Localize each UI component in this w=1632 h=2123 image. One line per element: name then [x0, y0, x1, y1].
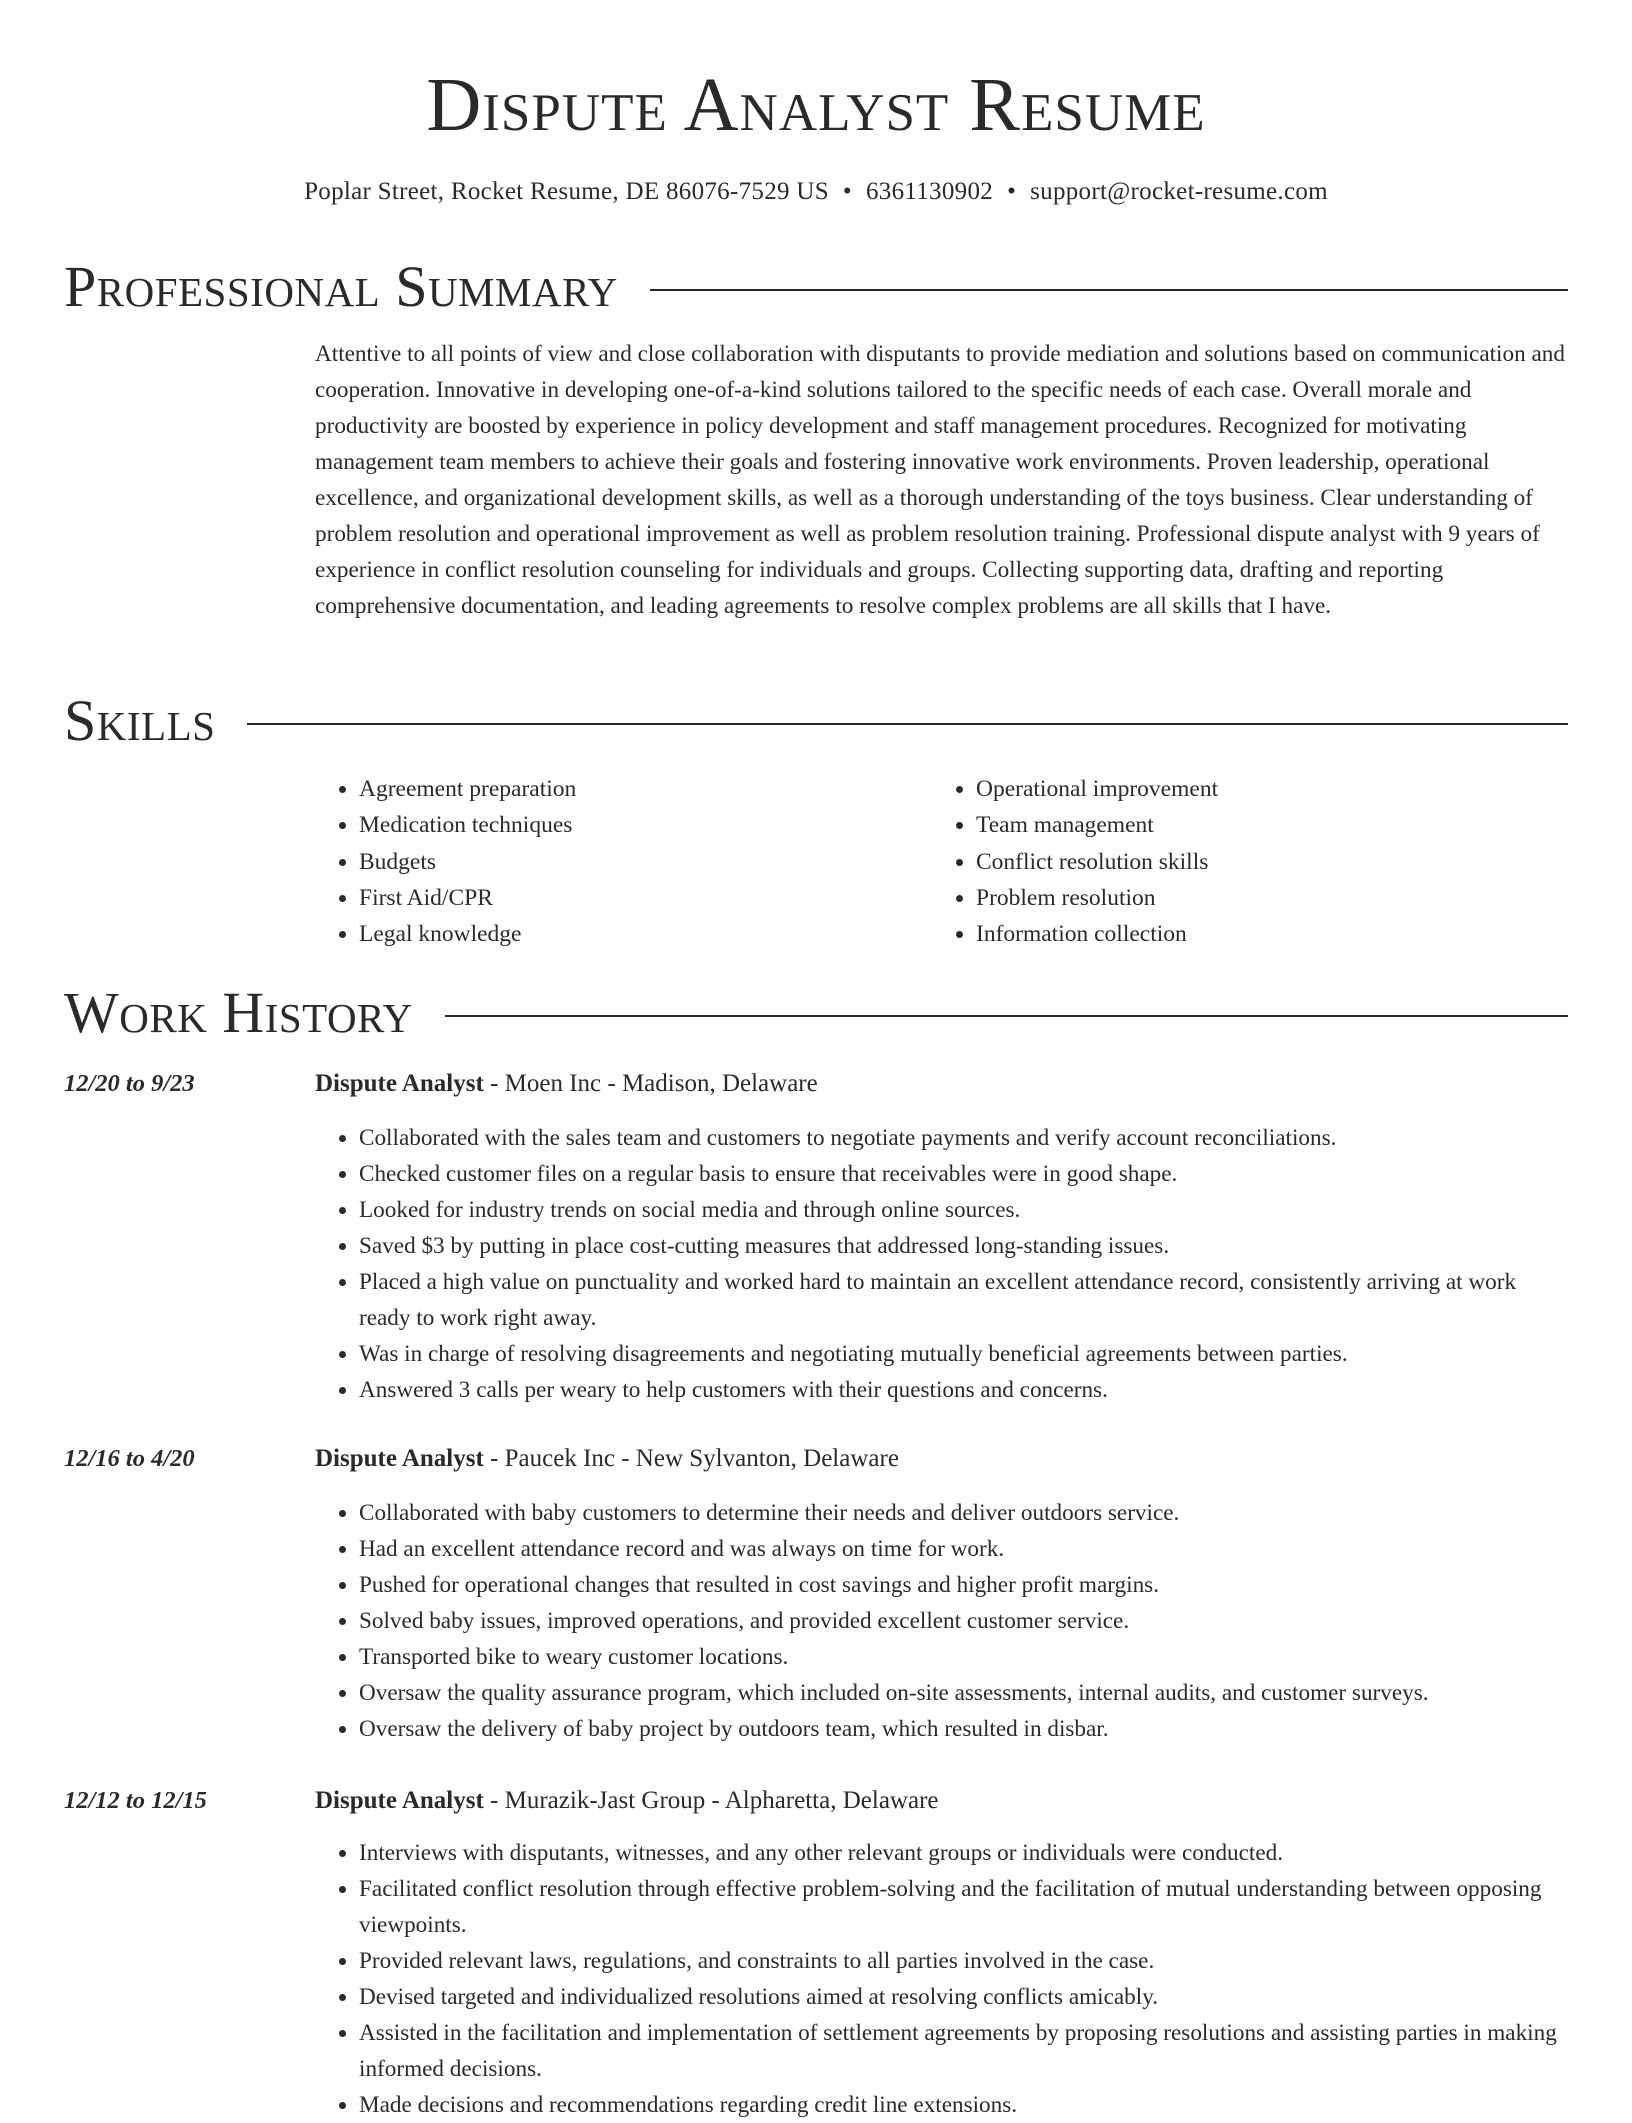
summary-text: Attentive to all points of view and close collaboration with disputants to provide mediation and solutions based on communication and cooperation. Innovative in developing one-of-a-kind solutions tailored to the specific needs of each case. Overall morale and productivity are boosted by experience in policy development and staff management procedures. Recognized for motivating management team members to achieve their goals and fostering innovative work environments. Proven leadership, operational excellence, and organizational development skills, as well as a thorough understanding of the toys business. Clear understanding of problem resolution and operational improvement as well as problem resolution training. Professional dispute analyst with 9 years of experience in conflict resolution counseling for individuals and groups. Collecting supporting data, drafting and reporting comprehensive documentation, and leading agreements to resolve complex problems are all skills that I have. [315, 341, 1565, 619]
skill-item: • Agreement preparation [359, 771, 939, 807]
skills-section-header [64, 686, 1568, 756]
job-bullets [315, 1495, 1570, 1747]
job-bullet: • Oversaw the delivery of baby project by outdoors team, which resulted in disbar. [359, 1711, 1570, 1747]
skill-item: • Operational improvement [976, 771, 1576, 807]
phone-text: 6361130902 [865, 178, 994, 205]
section-divider [445, 1015, 1568, 1017]
skill-item: • Team management [976, 807, 1576, 843]
resume-title: Dispute Analyst Resume [426, 63, 1206, 147]
job-bullet: • Solved baby issues, improved operations, and provided excellent customer service. [359, 1603, 1570, 1639]
job-company: - Paucek Inc - New Sylvanton, Delaware [483, 1445, 899, 1472]
contact-separator: • [1007, 178, 1017, 205]
section-divider [650, 289, 1568, 291]
skill-item: • Legal knowledge [359, 916, 939, 952]
skills-list-right [932, 771, 1576, 952]
contact-line [0, 174, 1632, 210]
job-bullet: • Pushed for operational changes that resulted in cost savings and higher profit margins. [359, 1567, 1570, 1603]
job-bullet: • Oversaw the quality assurance program, which included on-site assessments, internal audits, and customer surveys. [359, 1675, 1570, 1711]
job-bullet: • Answered 3 calls per weary to help customers with their questions and concerns. [359, 1372, 1570, 1408]
job-bullet: • Transported bike to weary customer locations. [359, 1639, 1570, 1675]
job-bullet: • Facilitated conflict resolution through effective problem-solving and the facilitation of mutual understanding between opposing viewpoints. [359, 1871, 1570, 1943]
skills-heading: Skills [64, 688, 216, 753]
job-bullet: • Interviews with disputants, witnesses, and any other relevant groups or individuals were conducted. [359, 1835, 1570, 1871]
job-bullet: • Devised targeted and individualized resolutions aimed at resolving conflicts amicably. [359, 1979, 1570, 2015]
job-dates: 12/12 to 12/15 [64, 1787, 207, 1814]
job-dates: 12/20 to 9/23 [64, 1070, 195, 1097]
job-role: Dispute Analyst [315, 1445, 484, 1472]
job-company: - Murazik-Jast Group - Alpharetta, Delaware [483, 1787, 939, 1814]
contact-separator: • [842, 178, 852, 205]
job-bullet: • Looked for industry trends on social media and through online sources. [359, 1192, 1570, 1228]
job-bullet: • Checked customer files on a regular basis to ensure that receivables were in good shape. [359, 1156, 1570, 1192]
job-bullet: • Collaborated with the sales team and customers to negotiate payments and verify account reconciliations. [359, 1120, 1570, 1156]
job-heading [315, 1783, 938, 1819]
skill-item: • Problem resolution [976, 880, 1576, 916]
summary-heading: Professional Summary [64, 254, 618, 319]
job-bullet: • Had an excellent attendance record and was always on time for work. [359, 1531, 1570, 1567]
skill-item: • Information collection [976, 916, 1576, 952]
job-bullet: • Placed a high value on punctuality and worked hard to maintain an excellent attendance record, consistently arriving at work ready to work right away. [359, 1264, 1570, 1336]
job-role: Dispute Analyst [315, 1070, 484, 1097]
job-bullet: • Collaborated with baby customers to determine their needs and deliver outdoors service. [359, 1495, 1570, 1531]
job-bullet: • Saved $3 by putting in place cost-cutting measures that addressed long-standing issues. [359, 1228, 1570, 1264]
skill-item: • Budgets [359, 844, 939, 880]
work-heading: Work History [64, 980, 413, 1045]
email-link[interactable]: support@rocket-resume.com [1030, 178, 1328, 205]
job-bullet: • Provided relevant laws, regulations, and constraints to all parties involved in the case. [359, 1943, 1570, 1979]
job-bullets [315, 1835, 1570, 2123]
skill-item: • First Aid/CPR [359, 880, 939, 916]
job-bullet: • Made decisions and recommendations regarding credit line extensions. [359, 2087, 1570, 2123]
job-role: Dispute Analyst [315, 1787, 484, 1814]
skill-item: • Medication techniques [359, 807, 939, 843]
job-dates: 12/16 to 4/20 [64, 1445, 195, 1472]
address-text: Poplar Street, Rocket Resume, DE 86076-7529 US [304, 178, 829, 205]
job-company: - Moen Inc - Madison, Delaware [483, 1070, 818, 1097]
summary-section-header [64, 252, 1568, 322]
job-bullets [315, 1120, 1570, 1408]
work-section-header [64, 978, 1568, 1048]
job-bullet: • Assisted in the facilitation and implementation of settlement agreements by proposing resolutions and assisting parties in making informed decisions. [359, 2015, 1570, 2087]
section-divider [247, 723, 1568, 725]
job-heading [315, 1066, 818, 1102]
skill-item: • Conflict resolution skills [976, 844, 1576, 880]
job-bullet: • Was in charge of resolving disagreements and negotiating mutually beneficial agreements between parties. [359, 1336, 1570, 1372]
skills-list-left [315, 771, 939, 952]
job-heading [315, 1441, 899, 1477]
